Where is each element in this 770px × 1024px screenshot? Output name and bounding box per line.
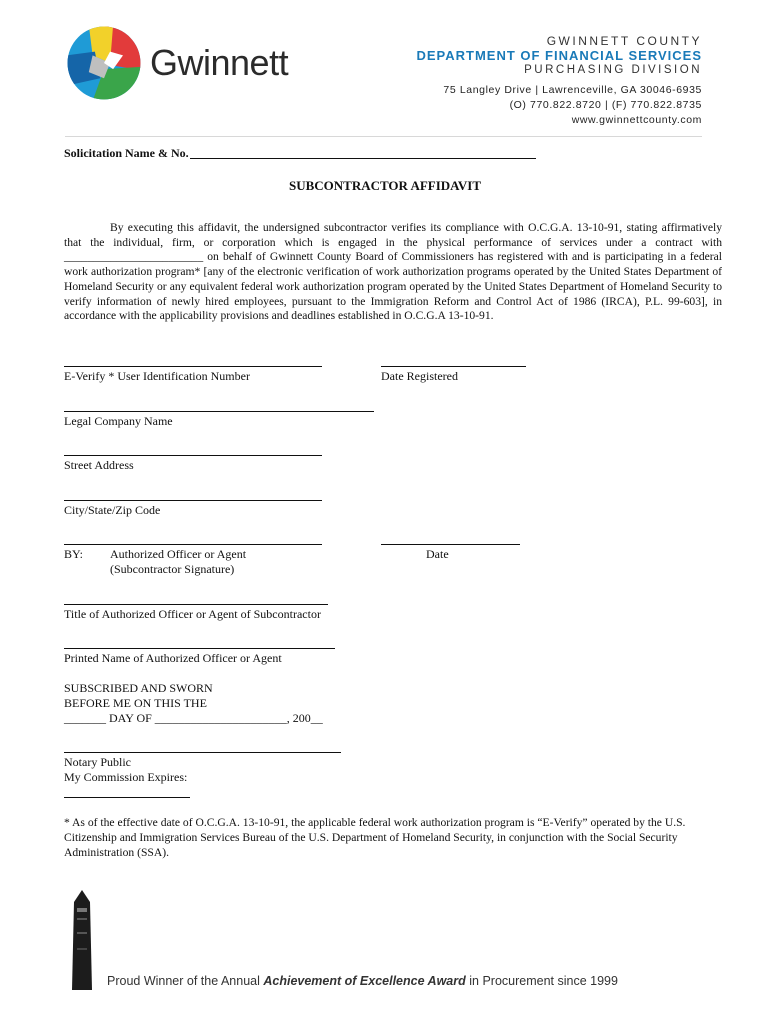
division-name: PURCHASING DIVISION bbox=[524, 64, 702, 76]
street-line[interactable] bbox=[64, 455, 322, 456]
solicitation-label: Solicitation Name & No. bbox=[64, 146, 189, 160]
logo-wordmark: Gwinnett bbox=[150, 42, 289, 83]
award-highlight: Achievement of Excellence Award bbox=[263, 974, 466, 988]
website: www.gwinnettcounty.com bbox=[571, 114, 702, 126]
printed-name-line[interactable] bbox=[64, 648, 335, 649]
everify-line[interactable] bbox=[64, 366, 322, 367]
city-line[interactable] bbox=[64, 500, 322, 501]
address: 75 Langley Drive | Lawrenceville, GA 30046-6935 bbox=[443, 84, 702, 96]
signature-line[interactable] bbox=[64, 544, 322, 545]
paragraph-part-2: on behalf of Gwinnett County Board of Commissioners has registered with and is participating in a federal work authorization program* [any of the electronic verification of work authorization programs operated by the United States Department of Homeland Security or any equivalent federal work authorization program operated by the United States Department of Homeland Security to verify information of newly hired employees, pursuant to the Immigration Reform and Control Act of 1986 (IRCA), P.L. 99-603], in accordance with the applicability provisions and deadlines established in O.C.G.A 13-10-91. bbox=[64, 250, 722, 323]
award-obelisk-icon bbox=[66, 888, 98, 992]
everify-label: E-Verify * User Identification Number bbox=[64, 369, 250, 383]
notary-signature-line[interactable] bbox=[64, 752, 341, 753]
document-title: SUBCONTRACTOR AFFIDAVIT bbox=[288, 178, 482, 193]
commission-expires-label: My Commission Expires: bbox=[64, 770, 188, 784]
header-divider bbox=[65, 136, 702, 137]
notary-public-label: Notary Public bbox=[64, 755, 131, 769]
phone-fax: (O) 770.822.8720 | (F) 770.822.8735 bbox=[509, 99, 702, 111]
award-prefix: Proud Winner of the Annual bbox=[107, 974, 264, 988]
date-registered-label: Date Registered bbox=[381, 369, 458, 383]
department-name: DEPARTMENT OF FINANCIAL SERVICES bbox=[416, 48, 702, 63]
officer-label: Authorized Officer or Agent bbox=[110, 547, 247, 561]
award-suffix: in Procurement since 1999 bbox=[465, 974, 618, 988]
by-label: BY: bbox=[64, 547, 83, 561]
date-label: Date bbox=[426, 547, 449, 561]
paragraph-part-1: By executing this affidavit, the undersigned subcontractor verifies its compliance with O.C.G.A. 13-10-91, stating affirmatively that the individual, firm, or corporation which is engaged in the physical performance of services under a contract with bbox=[64, 221, 722, 249]
affidavit-paragraph bbox=[64, 221, 722, 324]
legal-company-label: Legal Company Name bbox=[64, 414, 173, 428]
notary-line-2: BEFORE ME ON THIS THE bbox=[64, 696, 207, 710]
printed-name-label: Printed Name of Authorized Officer or Agent bbox=[64, 651, 282, 665]
date-registered-line[interactable] bbox=[381, 366, 526, 367]
city-label: City/State/Zip Code bbox=[64, 503, 161, 517]
gwinnett-logo-icon bbox=[66, 25, 142, 101]
notary-line-1: SUBSCRIBED AND SWORN bbox=[64, 681, 213, 695]
signature-date-line[interactable] bbox=[381, 544, 520, 545]
solicitation-line[interactable] bbox=[190, 158, 536, 159]
contractor-blank[interactable]: ________________________ bbox=[64, 250, 204, 264]
award-text bbox=[107, 974, 618, 988]
officer-title-line[interactable] bbox=[64, 604, 328, 605]
footnote: * As of the effective date of O.C.G.A. 13-10-91, the applicable federal work authorization program is “E-Verify” operated by the U.S. Citizenship and Immigration Services Bureau of the U.S. Department of Homeland Security, in conjunction with the Social Security Administration (SSA). bbox=[64, 816, 686, 859]
notary-line-3[interactable]: _______ DAY OF ______________________, 200__ bbox=[64, 711, 323, 725]
officer-title-label: Title of Authorized Officer or Agent of Subcontractor bbox=[64, 607, 321, 621]
legal-company-line[interactable] bbox=[64, 411, 374, 412]
signature-label: (Subcontractor Signature) bbox=[110, 562, 235, 576]
county-name: GWINNETT COUNTY bbox=[546, 34, 702, 48]
commission-expires-line[interactable] bbox=[64, 797, 190, 798]
street-label: Street Address bbox=[64, 458, 134, 472]
